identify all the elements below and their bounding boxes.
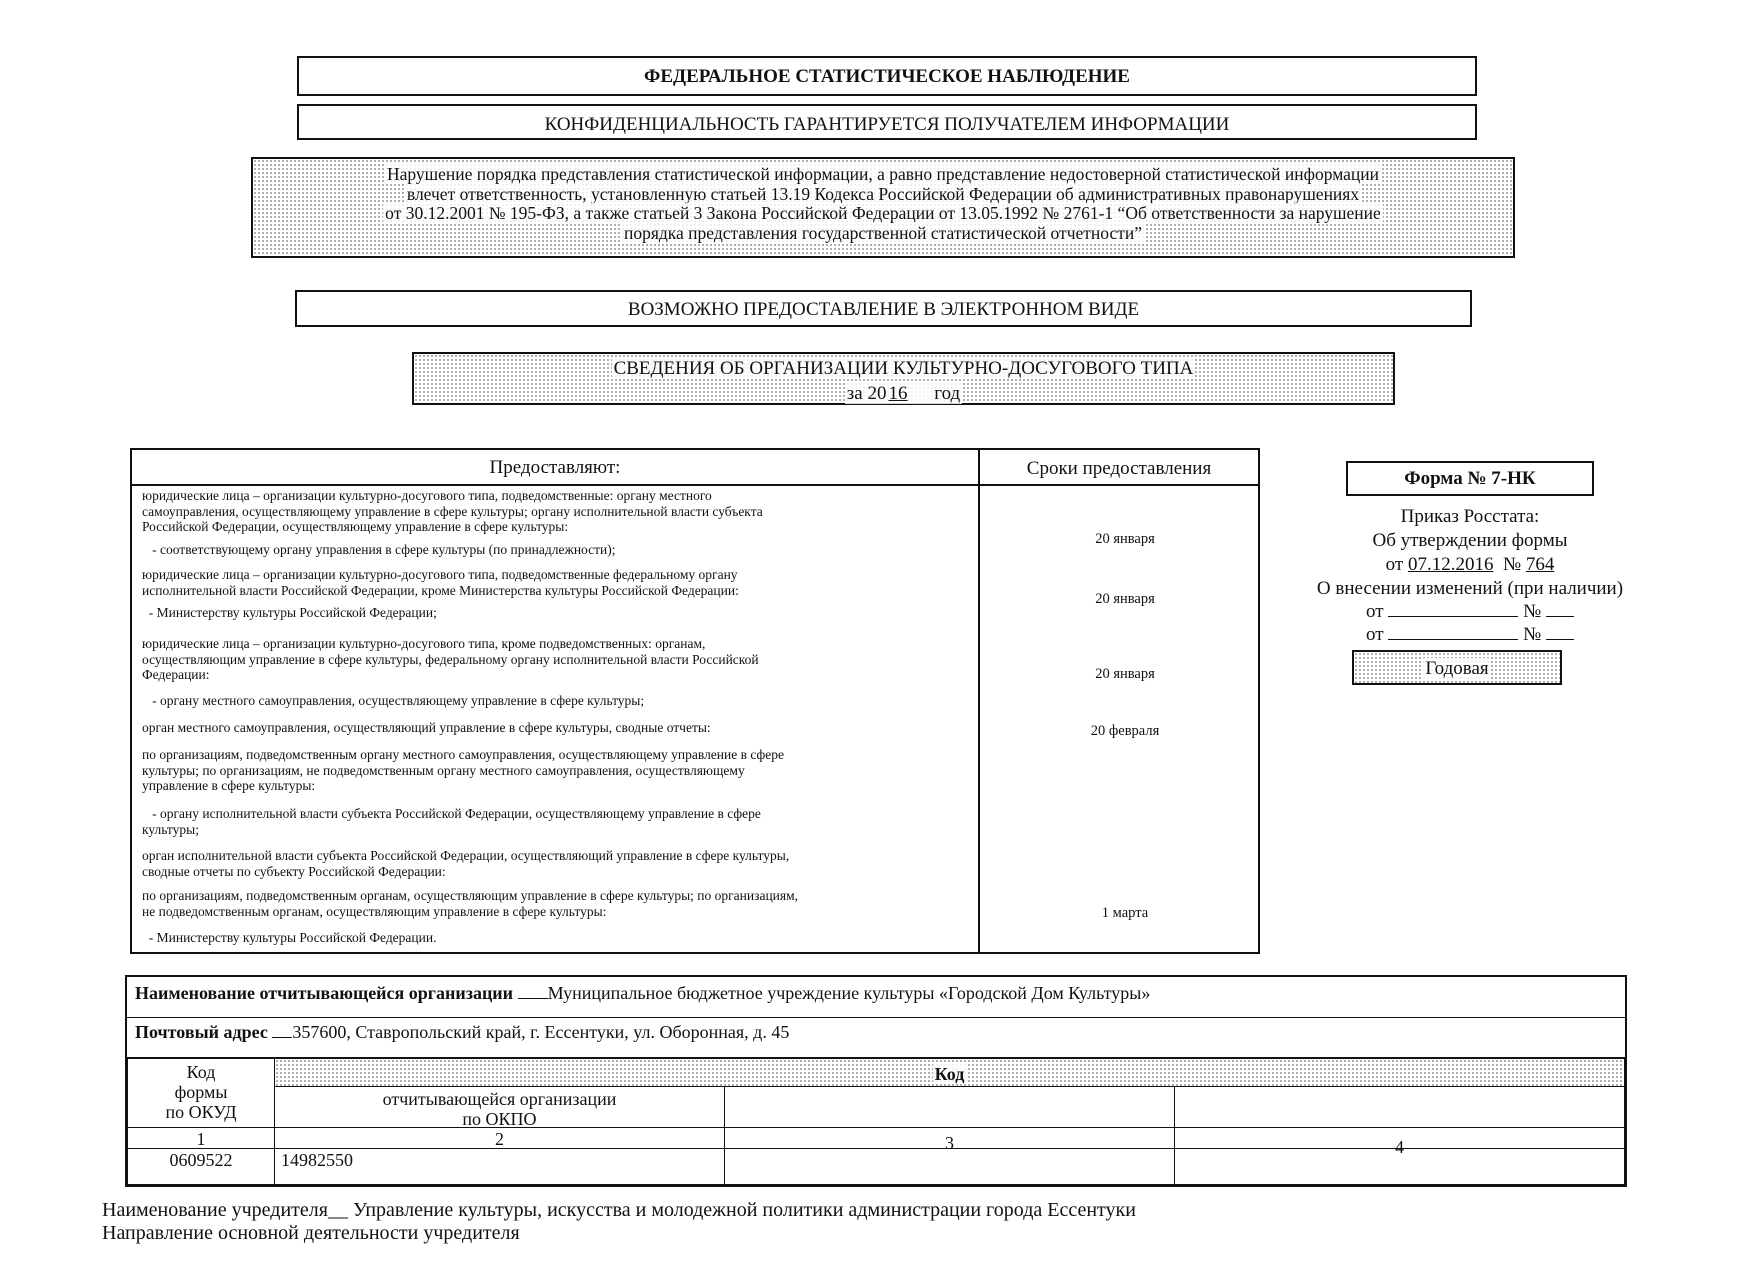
requirement-block-4: - Министерству культуры Российской Федерации; [142, 605, 437, 620]
electronic-submission-banner [295, 290, 1472, 327]
order-subject: Об утверждении формы [1372, 530, 1568, 551]
organization-name-row [135, 983, 1615, 1013]
okpo-code-value: 14982550 [274, 1148, 725, 1185]
requirement-block-6: - органу местного самоуправления, осуществляющему управление в сфере культуры; [142, 693, 645, 708]
change1-from-label: от [1366, 601, 1384, 622]
requirement-block-11: по организациям, подведомственным органам, осуществляющим управление в сфере культуры; по организациям, не подведомственным органам, осуществляющим управление в сфере культуры: [142, 888, 799, 919]
col-number-4: 4 [1174, 1127, 1625, 1149]
confidentiality-text: КОНФИДЕНЦИАЛЬНОСТЬ ГАРАНТИРУЕТСЯ ПОЛУЧАТЕЛЕМ ИНФОРМАЦИИ [544, 114, 1230, 135]
founder-row [102, 1199, 1602, 1222]
submitters-table [130, 448, 1260, 954]
code-col4-header-cell [1174, 1086, 1625, 1128]
requirement-block-10: орган исполнительной власти субъекта Российской Федерации, осуществляющий управление в сфере культуры, сводные отчеты по субъекту Российской Федерации: [142, 848, 790, 879]
postal-address-label: Почтовый адрес [135, 1022, 268, 1042]
code-col3-value [724, 1148, 1175, 1185]
change2-no-label: № [1523, 624, 1542, 645]
code-col3-header-cell [724, 1086, 1175, 1128]
requirement-block-1: юридические лица – организации культурно-досугового типа, подведомственные: органу местного самоуправления, осуществляющему управление в сфере культуры; органу исполнительной власти субъекта Российской Федерации, осуществляющему управление в сфере культуры: [142, 488, 763, 534]
report-year-prefix: за 20 [846, 383, 887, 404]
requirement-block-7: орган местного самоуправления, осуществляющий управление в сфере культуры, сводные отчеты: [142, 720, 711, 735]
requirement-block-2: - соответствующему органу управления в сфере культуры (по принадлежности); [142, 542, 616, 557]
col-number-1: 1 [127, 1127, 275, 1149]
warning-line-4: порядка представления государственной статистической отчетности” [623, 222, 1143, 243]
code-col4-value [1174, 1148, 1625, 1185]
okud-code-value: 0609522 [127, 1148, 275, 1185]
periodicity-box [1352, 650, 1562, 685]
requirement-block-5: юридические лица – организации культурно-досугового типа, кроме подведомственных: органам, осуществляющим управление в сфере культуры, федеральному органу исполнительной власти Российской Федерации: [142, 636, 759, 682]
col-number-3: 3 [724, 1127, 1175, 1149]
requirement-block-8: по организациям, подведомственным органу местного самоуправления, осуществляющему управление в сфере культуры; по организациям, не подведомственным органу местного самоуправления, осуществляющему управление в сфере культуры: [142, 747, 785, 793]
electronic-submission-text: ВОЗМОЖНО ПРЕДОСТАВЛЕНИЕ В ЭЛЕКТРОННОМ ВИДЕ [627, 299, 1140, 320]
order-no-label: № [1502, 554, 1522, 575]
report-title-box [412, 352, 1395, 405]
requirement-block-9: - органу исполнительной власти субъекта Российской Федерации, осуществляющему управление в сфере культуры; [142, 806, 761, 837]
periodicity: Годовая [1425, 658, 1489, 679]
organization-table [125, 975, 1627, 1187]
federal-observation-title: ФЕДЕРАЛЬНОЕ СТАТИСТИЧЕСКОЕ НАБЛЮДЕНИЕ [644, 66, 1130, 87]
liability-warning-box [251, 157, 1515, 258]
form-number: Форма № 7-НК [1404, 468, 1536, 489]
report-year-suffix: год [934, 383, 961, 404]
deadline-2: 20 января [1095, 591, 1155, 607]
deadline-column-header [978, 450, 1258, 486]
provider-column-label: Предоставляют: [489, 457, 621, 478]
code-header: Код [934, 1064, 965, 1084]
founder-value: Управление культуры, искусства и молодежной политики администрации города Ессентуки [352, 1199, 1136, 1221]
warning-line-2: влечет ответственность, установленную статьей 13.19 Кодекса Российской Федерации об административных правонарушениях [406, 183, 1360, 204]
postal-address-value: 357600, Ставропольский край, г. Ессентуки, ул. Оборонная, д. 45 [292, 1022, 790, 1042]
federal-observation-banner [297, 56, 1477, 96]
founder-label: Наименование учредителя__ [102, 1199, 348, 1221]
requirement-block-12: - Министерству культуры Российской Федерации. [142, 930, 437, 945]
order-from-label: от [1385, 554, 1404, 575]
deadline-4: 20 февраля [1090, 723, 1160, 739]
provider-column-header [132, 450, 978, 486]
deadline-column-label: Сроки предоставления [1026, 458, 1212, 479]
postal-address-row [135, 1022, 1615, 1052]
requirement-block-3: юридические лица – организации культурно-досугового типа, подведомственные федеральному органу исполнительной власти Российской Федерации, кроме Министерства культуры Российской Федерации: [142, 567, 739, 598]
deadline-3: 20 января [1095, 666, 1155, 682]
changes-note: О внесении изменений (при наличии) [1316, 578, 1624, 599]
order-no: 764 [1525, 554, 1555, 575]
founder-direction-row [102, 1222, 1602, 1245]
founder-direction-label: Направление основной деятельности учредителя [102, 1222, 520, 1244]
order-date: 07.12.2016 [1407, 554, 1494, 575]
change2-from-label: от [1366, 624, 1384, 645]
order-info [1280, 505, 1660, 646]
deadline-5: 1 марта [1101, 905, 1149, 921]
deadline-1: 20 января [1095, 531, 1155, 547]
form-number-box [1346, 461, 1594, 496]
organization-name-value: Муниципальное бюджетное учреждение культуры «Городской Дом Культуры» [547, 983, 1151, 1003]
okud-header-cell: Код формы по ОКУД [127, 1058, 275, 1128]
confidentiality-banner [297, 104, 1477, 140]
col-number-2: 2 [274, 1127, 725, 1149]
report-title: СВЕДЕНИЯ ОБ ОРГАНИЗАЦИИ КУЛЬТУРНО-ДОСУГОВОГО ТИПА [613, 358, 1194, 379]
order-title: Приказ Росстата: [1400, 506, 1540, 527]
change1-no-label: № [1523, 601, 1542, 622]
okpo-header-cell: отчитывающейся организации по ОКПО [274, 1086, 725, 1128]
code-header-cell [274, 1058, 1625, 1087]
warning-line-1: Нарушение порядка представления статистической информации, а равно представление недостоверной статистической информации [386, 164, 1380, 184]
report-year-value: 16 [888, 383, 908, 404]
warning-line-3: от 30.12.2001 № 195-ФЗ, а также статьей 3 Закона Российской Федерации от 13.05.1992 № 2761-1 “Об ответственности за нарушение [385, 203, 1381, 223]
organization-name-label: Наименование отчитывающейся организации [135, 983, 514, 1003]
